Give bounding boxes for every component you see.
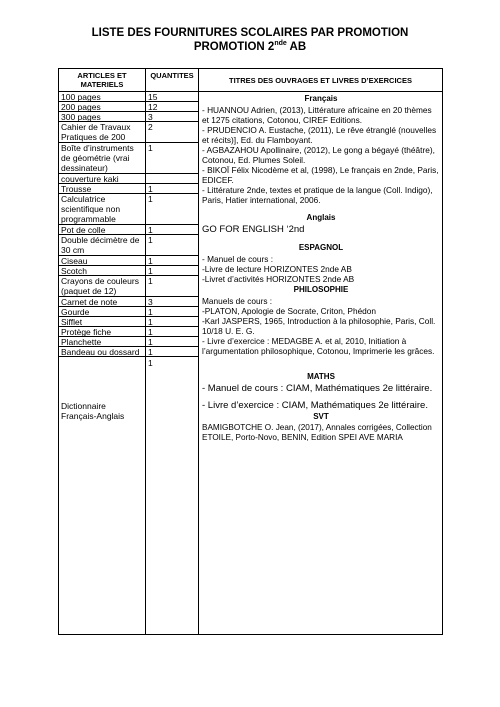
dictionary-label: Dictionnaire Français-Anglais (61, 401, 125, 421)
article-cell: Bandeau ou dossard (59, 347, 145, 357)
espagnol-book: - Manuel de cours : (202, 254, 274, 264)
quantity-cell: 1 (146, 307, 198, 317)
article-cell: Carnet de note (59, 297, 145, 307)
article-cell: Trousse (59, 184, 145, 194)
table-header (59, 69, 442, 92)
quantity-cell: 1 (146, 266, 198, 276)
article-cell: 300 pages (59, 112, 145, 122)
section-maths: MATHS (307, 372, 335, 381)
article-cell: Calculatrice scientifique non programmable (59, 194, 145, 225)
quantity-cell: 1 (146, 184, 198, 194)
espagnol-book: -Livret d’activités HORIZONTES 2nde AB (202, 274, 355, 284)
article-cell: Scotch (59, 266, 145, 276)
article-cell: Boîte d’instruments de géométrie (vrai dessinateur) (59, 143, 145, 174)
quantity-cell: 1 (146, 347, 198, 357)
article-cell: Planchette (59, 337, 145, 347)
header-titres: TITRES DES OUVRAGES ET LIVRES D’EXERCICES (229, 76, 412, 85)
article-cell: Crayons de couleurs (paquet de 12) (59, 276, 145, 297)
section-anglais: Anglais (306, 213, 336, 222)
document-title: LISTE DES FOURNITURES SCOLAIRES PAR PROMOTION (91, 27, 409, 39)
article-cell: Protège fiche (59, 327, 145, 337)
article-cell: Gourde (59, 307, 145, 317)
anglais-text: GO FOR ENGLISH ‘2nd (202, 224, 305, 235)
quantity-cell: 1 (146, 235, 198, 256)
section-espagnol: ESPAGNOL (298, 243, 344, 252)
francais-book: - BIKOÏ Félix Nicodème et al, (1998), Le français en 2nde, Paris, EDICEF. (202, 165, 439, 185)
francais-book: - Littérature 2nde, textes et pratique de la langue (Coll. Indigo), Paris, Hatier international, 2006. (202, 185, 433, 205)
quantity-cell: 1 (146, 317, 198, 327)
espagnol-book: -Livre de lecture HORIZONTES 2nde AB (202, 264, 352, 274)
quantity-cell: 3 (146, 112, 198, 122)
article-cell: Pot de colle (59, 225, 145, 235)
article-cell: Ciseau (59, 256, 145, 266)
francais-book: - PRUDENCIO A. Eustache, (2011), Le rêve étranglé (nouvelles et récits)], Ed. du Flamboyant. (202, 125, 437, 145)
svt-text: BAMIGBOTCHE O. Jean, (2017), Annales corrigées, Collection ETOILE, Porto-Novo, BENIN, Edition SPEI AVE MARIA (202, 423, 432, 442)
quantity-cell: 3 (146, 297, 198, 307)
article-cell: 100 pages (59, 92, 145, 102)
article-cell: Sifflet (59, 317, 145, 327)
quantity-cell (146, 174, 198, 184)
article-cell: 200 pages (59, 102, 145, 112)
document-subtitle: PROMOTION 2nde AB (193, 40, 307, 53)
quantity-cell: 1 (146, 337, 198, 347)
quantity-cell: 2 (146, 122, 198, 143)
article-cell: Double décimètre de 30 cm (59, 235, 145, 256)
francais-book: - AGBAZAHOU Apollinaire, (2012), Le gong a bégayé (théâtre), Cotonou, Ed. Plumes Soleil. (202, 145, 435, 165)
article-cell: Cahier de Travaux Pratiques de 200 (59, 122, 145, 143)
philosophie-book: -Karl JASPERS, 1965, Introduction à la philosophie, Paris, Coll. 10/18 U. E. G. (202, 316, 436, 336)
francais-book: - HUANNOU Adrien, (2013), Littérature africaine en 20 thèmes et 1275 citations, Cotonou, CIREF Editions. (202, 105, 432, 125)
supplies-table (58, 68, 443, 635)
maths-line-1: - Manuel de cours : CIAM, Mathématiques 2e littéraire. (202, 383, 433, 394)
header-articles: ARTICLES ET MATERIELS (77, 71, 127, 89)
articles-column (59, 92, 145, 421)
quantities-column: 15 12 3 2 1 1 1 1 1 1 1 1 3 1 1 1 1 1 1 (146, 92, 198, 357)
quantity-cell: 15 (146, 92, 198, 102)
quantity-cell: 1 (146, 276, 198, 297)
maths-line-2: - Livre d’exercice : CIAM, Mathématiques 2e littéraire. (202, 400, 428, 411)
section-philosophie: PHILOSOPHIE (293, 285, 349, 294)
books-column (202, 93, 440, 443)
section-francais: Français (304, 94, 338, 103)
quantity-cell: 12 (146, 102, 198, 112)
quantity-cell: 1 (146, 256, 198, 266)
quantity-cell: 1 (146, 194, 198, 225)
philosophie-book: - Livre d’exercice : MEDAGBE A. et al, 2010, Initiation à l’argumentation philosophique, Cotonou, Imprimerie les grâces. (202, 336, 435, 356)
quantity-cell: 1 (146, 143, 198, 174)
article-cell: couverture kaki (59, 174, 145, 184)
philosophie-book: -PLATON, Apologie de Socrate, Criton, Phédon (202, 306, 377, 316)
section-svt: SVT (313, 412, 329, 421)
quantity-cell: 1 (146, 327, 198, 337)
quantity-cell: 1 (146, 225, 198, 235)
philosophie-book: Manuels de cours : (202, 296, 273, 306)
header-quantites: QUANTITES (150, 71, 194, 80)
